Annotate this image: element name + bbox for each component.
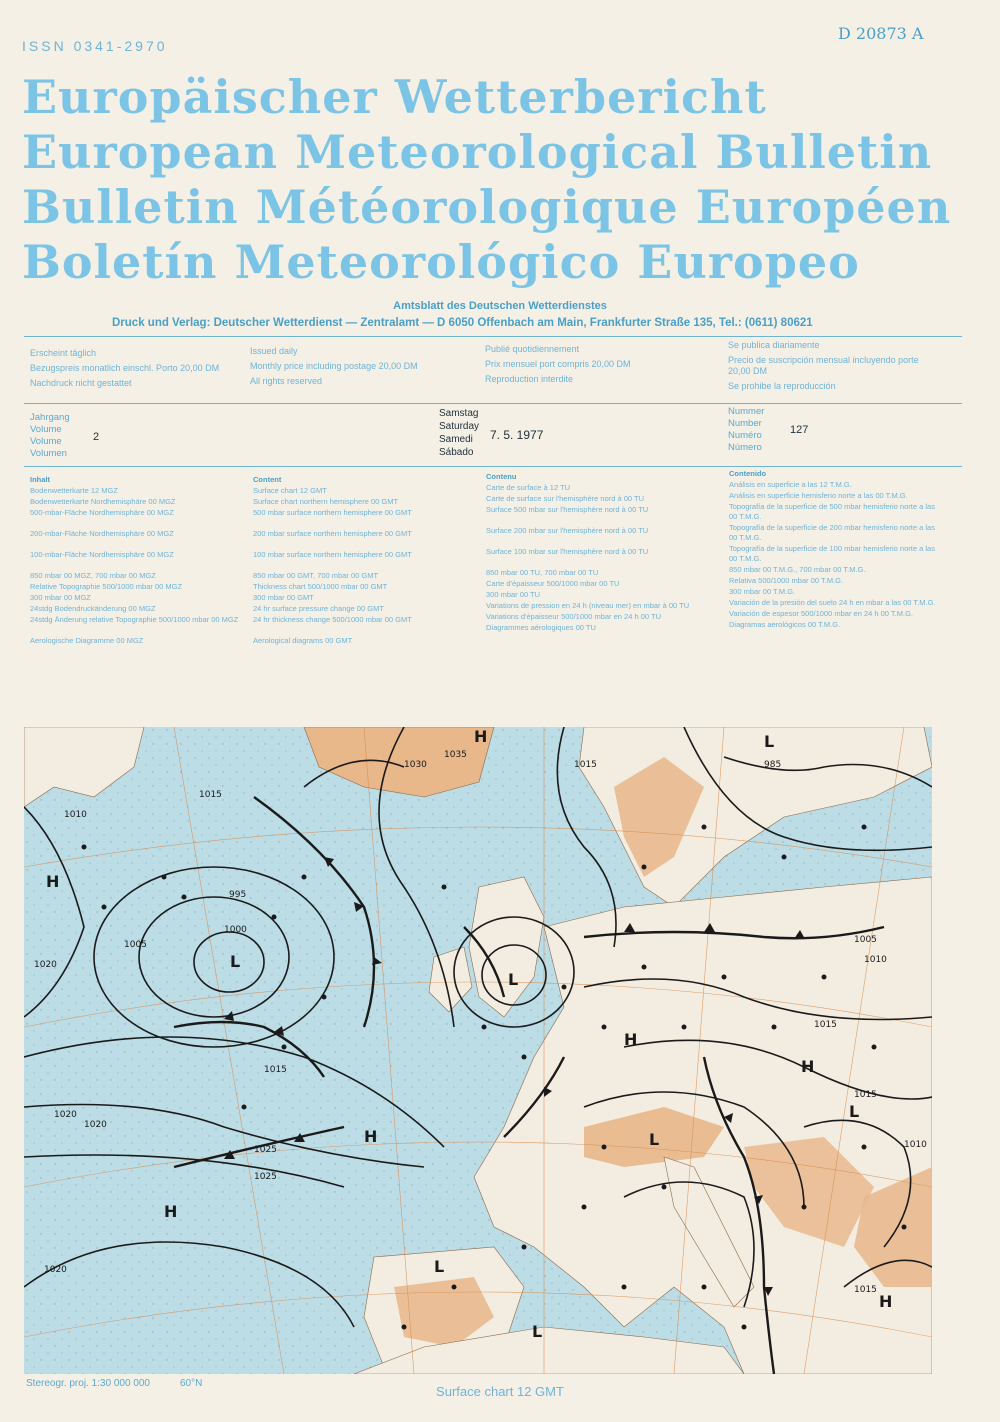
contents-item: 500-mbar-Fläche Nordhemisphäre 00 MGZ	[30, 508, 174, 517]
info-text: Se prohibe la reproducción	[728, 381, 836, 391]
number-label: Número	[728, 442, 762, 453]
low-pressure-label: L	[849, 1102, 860, 1121]
isobar-label: 1020	[44, 1265, 67, 1275]
contents-item: Relative Topographie 500/1000 mbar 00 MGZ	[30, 582, 183, 591]
title-block	[22, 70, 972, 290]
volume-label: Jahrgang	[30, 412, 70, 423]
contents-item: Carte de surface sur l'hemisphère nord à 00 TU	[486, 494, 645, 503]
isobar-label: 1015	[854, 1285, 877, 1295]
isobar-label: 1010	[904, 1140, 927, 1150]
info-text: Monthly price including postage 20,00 DM	[250, 361, 418, 371]
title-french: Bulletin Météorologique Européen	[22, 180, 952, 234]
contents-divider	[24, 466, 962, 467]
isobar-label: 1015	[854, 1090, 877, 1100]
contents-item: Carte de surface à 12 TU	[486, 483, 571, 492]
isobar-label: 1015	[814, 1020, 837, 1030]
contents-item: Surface 200 mbar sur l'hemisphère nord à 00 TU	[486, 526, 649, 535]
weekday-label: Sábado	[439, 447, 474, 458]
info-divider	[24, 403, 962, 404]
info-text: Se publica diariamente	[728, 340, 820, 350]
low-pressure-label: L	[649, 1130, 660, 1149]
contents-item: 100 mbar surface northern hemisphere 00 GMT	[253, 550, 412, 559]
contents-english	[253, 475, 468, 657]
high-pressure-label: H	[164, 1202, 178, 1221]
map-caption: Surface chart 12 GMT	[436, 1384, 564, 1399]
contents-item: 24 hr surface pressure change 00 GMT	[253, 604, 384, 613]
contents-item: 300 mbar 00 TU	[486, 590, 541, 599]
contents-item: Surface 500 mbar sur l'hemisphère nord à 00 TU	[486, 505, 649, 514]
contents-item: 24 hr thickness change 500/1000 mbar 00 GMT	[253, 615, 412, 624]
info-german	[30, 348, 245, 393]
contents-item: 200 mbar surface northern hemisphere 00 GMT	[253, 529, 412, 538]
contents-item: Bodenwetterkarte Nordhemisphäre 00 MGZ	[30, 497, 176, 506]
isobar-label: 995	[229, 890, 247, 900]
title-german: Europäischer Wetterbericht	[22, 70, 767, 124]
number-labels	[728, 406, 764, 454]
info-text: All rights reserved	[250, 376, 323, 386]
low-pressure-label: L	[764, 732, 775, 751]
contents-item: Variación de espesor 500/1000 mbar en 24 h 00 T.M.G.	[729, 609, 914, 618]
contents-item: Diagramas aerológicos 00 T.M.G.	[729, 620, 841, 629]
contents-item: Variations de pression en 24 h (niveau mer) en mbar à 00 TU	[486, 601, 690, 610]
contents-header: Contenu	[486, 472, 517, 481]
info-text: Nachdruck nicht gestattet	[30, 378, 132, 388]
contents-item: 24stdg Bodendruckänderung 00 MGZ	[30, 604, 156, 613]
issue-date: 7. 5. 1977	[490, 428, 544, 442]
isobar-label: 1005	[854, 935, 877, 945]
contents-item: 200-mbar-Fläche Nordhemisphäre 00 MGZ	[30, 529, 174, 538]
info-text: Precio de suscripción mensual incluyendo porte 20,00 DM	[728, 355, 919, 376]
info-text: Bezugspreis monatlich einschl. Porto 20,00 DM	[30, 363, 220, 373]
contents-header: Contenido	[729, 469, 767, 478]
contents-item: Aerological diagrams 00 GMT	[253, 636, 353, 645]
contents-item: 850 mbar 00 GMT, 700 mbar 00 GMT	[253, 571, 379, 580]
contents-item: 300 mbar 00 T.M.G.	[729, 587, 796, 596]
contents-item: Relativa 500/1000 mbar 00 T.M.G.	[729, 576, 844, 585]
contents-item: Topografía de la superficie de 200 mbar hemisferio norte a las 00 T.M.G.	[729, 523, 935, 542]
contents-item: Surface chart 12 GMT	[253, 486, 327, 495]
surface-weather-map	[24, 727, 932, 1374]
isobar-label: 1000	[224, 925, 247, 935]
isobar-label: 1035	[444, 750, 467, 760]
volume-label: Volume	[30, 424, 62, 435]
contents-german	[30, 475, 245, 657]
contents-item: 850 mbar 00 T.M.G., 700 mbar 00 T.M.G.	[729, 565, 866, 574]
contents-item: Variations d'épaisseur 500/1000 mbar en 24 h 00 TU	[486, 612, 662, 621]
contents-item: Aerologische Diagramme 00 MGZ	[30, 636, 144, 645]
isobar-label: 1015	[264, 1065, 287, 1075]
info-text: Issued daily	[250, 346, 298, 356]
isobar-label: 1010	[64, 810, 87, 820]
info-text: Publié quotidiennement	[485, 344, 580, 354]
volume-value: 2	[93, 431, 100, 443]
contents-header: Content	[253, 475, 282, 484]
official-gazette-line: Amtsblatt des Deutschen Wetterdienstes	[393, 300, 607, 312]
isobar-label: 1030	[404, 760, 427, 770]
contents-item: Diagrammes aérologiques 00 TU	[486, 623, 596, 632]
isobar-label: 1005	[124, 940, 147, 950]
contents-item: 300 mbar 00 MGZ	[30, 593, 91, 602]
contents-item: Carte d'épaisseur 500/1000 mbar 00 TU	[486, 579, 620, 588]
weekday-labels	[439, 407, 479, 459]
contents-item: Análisis en superficie hemisferio norte a las 00 T.M.G.	[729, 491, 908, 500]
weekday-label: Saturday	[439, 421, 480, 432]
projection-latitude: 60°N	[180, 1378, 203, 1389]
volume-label: Volumen	[30, 448, 67, 459]
isobar-label: 1020	[54, 1110, 77, 1120]
isobar-label: 1020	[84, 1120, 107, 1130]
info-english	[250, 346, 465, 391]
contents-item: 850 mbar 00 MGZ, 700 mbar 00 MGZ	[30, 571, 156, 580]
low-pressure-label: L	[532, 1322, 543, 1341]
contents-item: 500 mbar surface northern hemisphere 00 GMT	[253, 508, 412, 517]
info-french	[485, 344, 700, 389]
high-pressure-label: H	[879, 1292, 893, 1311]
title-english: European Meteorological Bulletin	[22, 125, 933, 179]
contents-item: Variación de la presión del suelo 24 h en mbar a las 00 T.M.G.	[729, 598, 936, 607]
info-text: Reproduction interdite	[485, 374, 574, 384]
number-label: Nummer	[728, 406, 765, 417]
weekday-label: Samstag	[439, 408, 479, 419]
contents-item: Análisis en superficie a las 12 T.M.G.	[729, 480, 852, 489]
contents-item: 24stdg Änderung relative Topographie 500/1000 mbar 00 MGZ	[30, 615, 239, 624]
contents-item: Surface 100 mbar sur l'hemisphère nord à 00 TU	[486, 547, 649, 556]
low-pressure-label: L	[508, 970, 519, 989]
weekday-label: Samedi	[439, 434, 473, 445]
header-divider	[24, 336, 962, 337]
info-text: Prix mensuel port compris 20,00 DM	[485, 359, 631, 369]
projection-note: Stereogr. proj. 1:30 000 000	[26, 1378, 150, 1389]
title-spanish: Boletín Meteorológico Europeo	[22, 235, 860, 289]
number-label: Number	[728, 418, 762, 429]
isobar-label: 1025	[254, 1145, 277, 1155]
low-pressure-label: L	[230, 952, 241, 971]
publication-code: D 20873 A	[838, 24, 924, 43]
high-pressure-label: H	[46, 872, 60, 891]
contents-item: 850 mbar 00 TU, 700 mbar 00 TU	[486, 568, 599, 577]
volume-labels	[30, 412, 70, 460]
isobar-label: 1020	[34, 960, 57, 970]
number-label: Numéro	[728, 430, 762, 441]
isobar-label: 1015	[574, 760, 597, 770]
publisher-line: Druck und Verlag: Deutscher Wetterdienst — Zentralamt — D 6050 Offenbach am Main, Frankfurter Straße 135, Tel.: (0611) 80621	[112, 317, 813, 329]
volume-label: Volume	[30, 436, 62, 447]
contents-item: Thickness chart 500/1000 mbar 00 GMT	[253, 582, 388, 591]
high-pressure-label: H	[624, 1030, 638, 1049]
isobar-label: 1015	[199, 790, 222, 800]
contents-header: Inhalt	[30, 475, 50, 484]
contents-item: 100-mbar-Fläche Nordhemisphäre 00 MGZ	[30, 550, 174, 559]
low-pressure-label: L	[434, 1257, 445, 1276]
contents-item: Bodenwetterkarte 12 MGZ	[30, 486, 118, 495]
high-pressure-label: H	[364, 1127, 378, 1146]
contents-item: Topografía de la superficie de 500 mbar hemisferio norte a las 00 T.M.G.	[729, 502, 935, 521]
contents-item: 300 mbar 00 GMT	[253, 593, 314, 602]
issue-number: 127	[790, 424, 809, 436]
contents-item: Surface chart northern hemisphere 00 GMT	[253, 497, 399, 506]
high-pressure-label: H	[801, 1057, 815, 1076]
isobar-label: 1010	[864, 955, 887, 965]
high-pressure-label: H	[474, 727, 488, 746]
isobar-label: 1025	[254, 1172, 277, 1182]
info-text: Erscheint täglich	[30, 348, 97, 358]
info-spanish	[728, 340, 943, 396]
contents-item: Topografía de la superficie de 100 mbar hemisferio norte a las 00 T.M.G.	[729, 544, 935, 563]
contents-french	[486, 472, 701, 644]
isobar-label: 985	[764, 760, 782, 770]
issn-number: ISSN 0341-2970	[22, 38, 168, 54]
contents-spanish	[729, 469, 944, 641]
